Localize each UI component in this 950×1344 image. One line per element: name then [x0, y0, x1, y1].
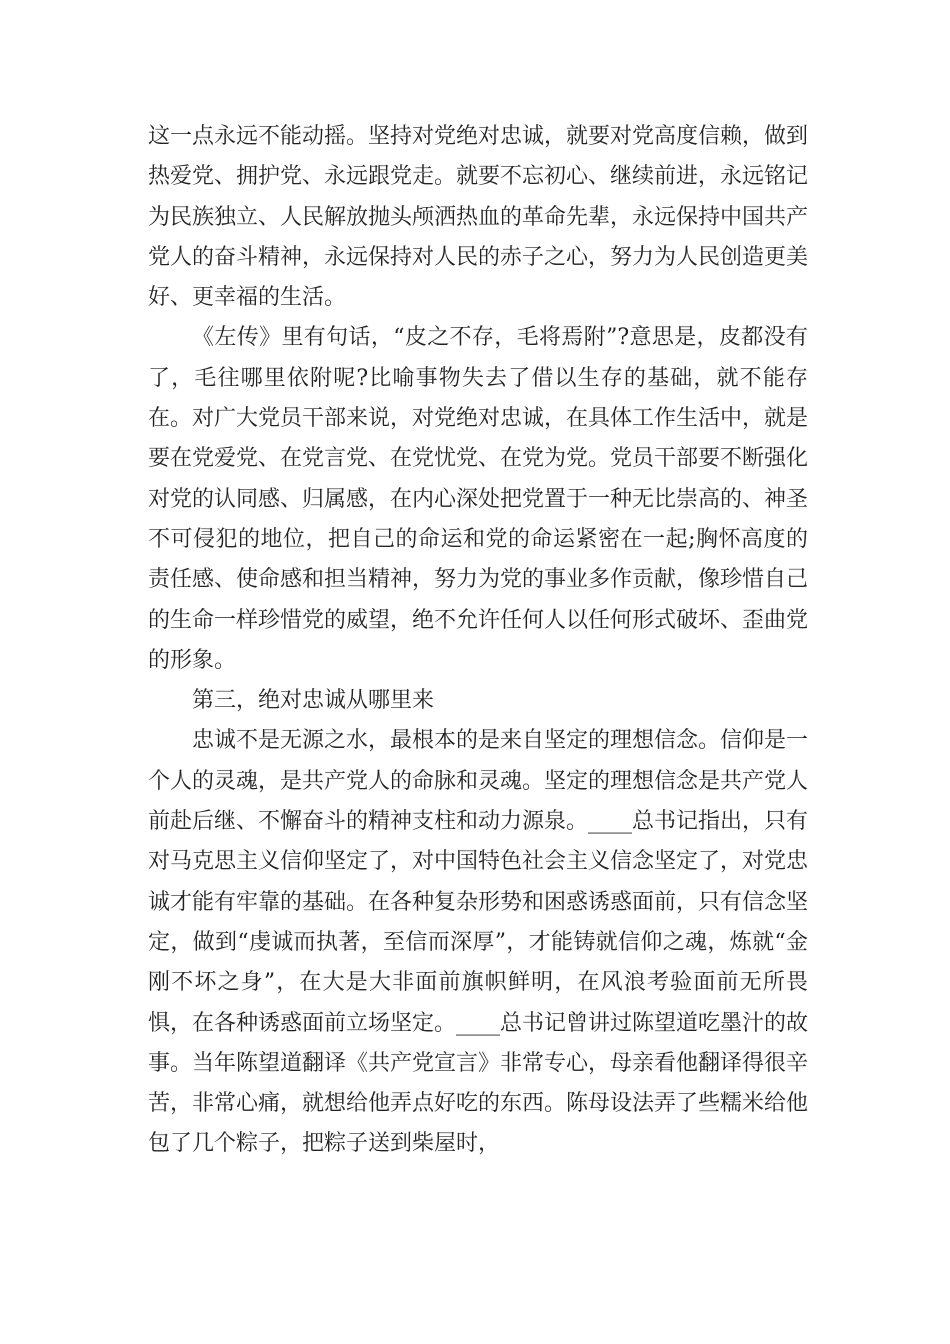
- paragraph-source-of-loyalty: 忠诚不是无源之水，最根本的是来自坚定的理想信念。信仰是一个人的灵魂，是共产党人的命脉和灵魂。坚定的理想信念是共产党人前赴后继、不懈奋斗的精神支柱和动力源泉。____总书记指出，只有对马克思主义信仰坚定了，对中国特色社会主义信念坚定了，对党忠诚才能有牢靠的基础。在各种复杂形势和困惑诱惑面前，只有信念坚定，做到“虔诚而执著，至信而深厚”，才能铸就信仰之魂，炼就“金刚不坏之身”，在大是大非面前旗帜鲜明，在风浪考验面前无所畏惧，在各种诱惑面前立场坚定。____总书记曾讲过陈望道吃墨汁的故事。当年陈望道翻译《共产党宣言》非常专心，母亲看他翻译得很辛苦，非常心痛，就想给他弄点好吃的东西。陈母设法弄了些糯米给他包了几个粽子，把粽子送到柴屋时，: [148, 728, 809, 1157]
- document-body: [148, 117, 808, 1165]
- paragraph-loyalty-trust: 这一点永远不能动摇。坚持对党绝对忠诚，就要对党高度信赖，做到热爱党、拥护党、永远跟党走。就要不忘初心、继续前进，永远铭记为民族独立、人民解放抛头颅洒热血的革命先辈，永远保持中国共产党人的奋斗精神，永远保持对人民的赤子之心，努力为人民创造更美好、更幸福的生活。: [148, 124, 809, 311]
- paragraph-zuozhuan-quote: 《左传》里有句话，“皮之不存，毛将焉附”?意思是，皮都没有了，毛往哪里依附呢?比喻事物失去了借以生存的基础，就不能存在。对广大党员干部来说，对党绝对忠诚，在具体工作生活中，就是要在党爱党、在党言党、在党忧党、在党为党。党员干部要不断强化对党的认同感、归属感，在内心深处把党置于一种无比崇高的、神圣不可侵犯的地位，把自己的命运和党的命运紧密在一起;胸怀高度的责任感、使命感和担当精神，努力为党的事业多作贡献，像珍惜自己的生命一样珍惜党的威望，绝不允许任何人以任何形式破坏、歪曲党的形象。: [148, 325, 809, 673]
- section-heading-third: 第三，绝对忠诚从哪里来: [192, 688, 435, 714]
